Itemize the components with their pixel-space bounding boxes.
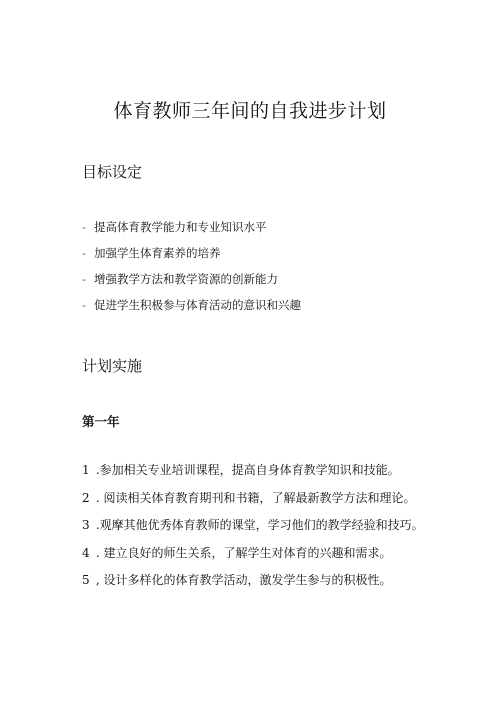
list-item-text: 增强教学方法和教学资源的创新能力 bbox=[94, 272, 278, 286]
list-item bbox=[82, 271, 301, 297]
list-marker: - bbox=[82, 220, 86, 234]
list-marker: - bbox=[82, 298, 86, 312]
list-item bbox=[82, 544, 424, 572]
list-marker: - bbox=[82, 246, 86, 260]
year1-plan-list bbox=[82, 461, 424, 599]
list-item bbox=[82, 516, 424, 544]
list-item-text: , 设计多样化的体育教学活动，激发学生参与的积极性。 bbox=[95, 573, 392, 587]
list-number: 4 bbox=[82, 545, 90, 560]
list-item-text: 促进学生积极参与体育活动的意识和兴趣 bbox=[94, 298, 301, 312]
list-marker: - bbox=[82, 272, 86, 286]
list-number: 3 bbox=[82, 518, 90, 532]
document-title: 体育教师三年间的自我进步计划 bbox=[113, 100, 387, 122]
list-item bbox=[82, 461, 424, 489]
list-item bbox=[82, 571, 424, 599]
section-heading-plan: 计划实施 bbox=[82, 357, 143, 375]
list-item-text: 加强学生体育素养的培养 bbox=[94, 246, 221, 260]
list-item bbox=[82, 219, 301, 245]
list-item-text: . 建立良好的师生关系，了解学生对体育的兴趣和需求。 bbox=[95, 545, 392, 560]
list-number: 1 bbox=[82, 463, 90, 477]
list-item bbox=[82, 297, 301, 323]
list-item-text: 提高体育教学能力和专业知识水平 bbox=[94, 220, 267, 234]
list-item bbox=[82, 245, 301, 271]
goals-list bbox=[82, 219, 301, 323]
list-item-text: .参加相关专业培训课程，提高自身体育教学知识和技能。 bbox=[95, 463, 400, 477]
list-number: 2 bbox=[82, 490, 90, 505]
subsection-heading-year1: 第一年 bbox=[82, 414, 120, 429]
list-item bbox=[82, 489, 424, 517]
list-item-text: .观摩其他优秀体育教师的课堂，学习他们的教学经验和技巧。 bbox=[95, 518, 424, 532]
section-heading-goals: 目标设定 bbox=[82, 163, 143, 181]
list-number: 5 bbox=[82, 573, 90, 587]
list-item-text: . 阅读相关体育教育期刊和书籍，了解最新教学方法和理论。 bbox=[95, 490, 416, 505]
